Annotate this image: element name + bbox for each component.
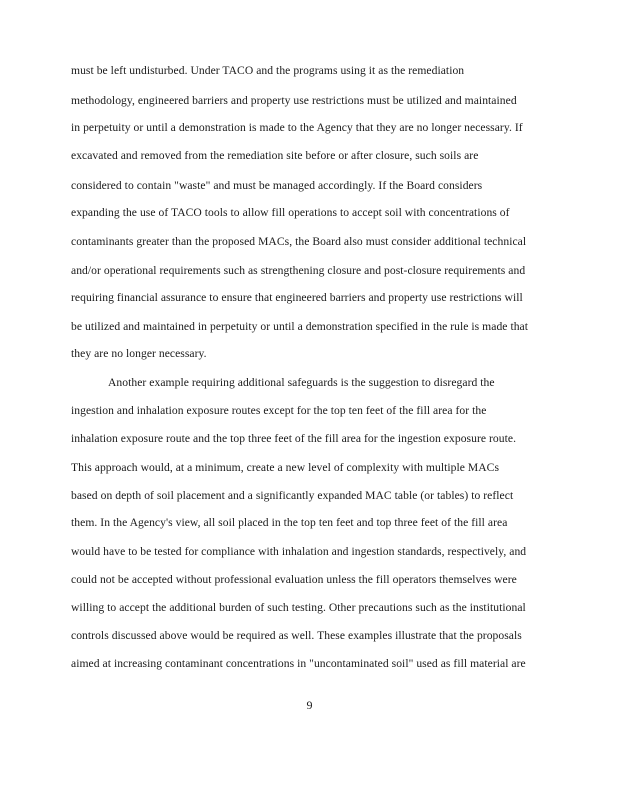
- text-line: willing to accept the additional burden of such testing. Other precautions such as the institutional: [71, 601, 526, 614]
- page-number: 9: [306, 698, 313, 712]
- text-line: inhalation exposure route and the top three feet of the fill area for the ingestion exposure route.: [71, 432, 517, 445]
- text-line: be utilized and maintained in perpetuity or until a demonstration specified in the rule is made that: [71, 320, 529, 333]
- text-line: This approach would, at a minimum, create a new level of complexity with multiple MACs: [71, 461, 500, 474]
- text-line: aimed at increasing contaminant concentrations in "uncontaminated soil" used as fill material are: [71, 657, 526, 670]
- text-line: they are no longer necessary.: [71, 347, 207, 360]
- text-line: expanding the use of TACO tools to allow fill operations to accept soil with concentrations of: [71, 206, 510, 219]
- text-line: based on depth of soil placement and a significantly expanded MAC table (or tables) to reflect: [71, 489, 514, 502]
- text-line: and/or operational requirements such as strengthening closure and post-closure requirements and: [71, 264, 526, 277]
- text-line: would have to be tested for compliance with inhalation and ingestion standards, respectively, and: [71, 545, 527, 558]
- text-line: excavated and removed from the remediation site before or after closure, such soils are: [71, 149, 479, 162]
- text-line: methodology, engineered barriers and property use restrictions must be utilized and maintained: [71, 94, 517, 107]
- text-line: controls discussed above would be required as well. These examples illustrate that the proposals: [71, 629, 522, 642]
- text-line: in perpetuity or until a demonstration is made to the Agency that they are no longer necessary. If: [71, 121, 523, 134]
- text-line: requiring financial assurance to ensure that engineered barriers and property use restrictions will: [71, 291, 523, 304]
- text-line: them. In the Agency's view, all soil placed in the top ten feet and top three feet of the fill area: [71, 516, 508, 529]
- text-line: ingestion and inhalation exposure routes except for the top ten feet of the fill area for the: [71, 404, 487, 417]
- text-line: considered to contain "waste" and must be managed accordingly. If the Board considers: [71, 179, 483, 192]
- text-line: must be left undisturbed. Under TACO and the programs using it as the remediation: [71, 64, 465, 77]
- text-line: contaminants greater than the proposed MACs, the Board also must consider additional technical: [71, 235, 527, 248]
- text-line: could not be accepted without professional evaluation unless the fill operators themselves were: [71, 573, 517, 586]
- text-line: Another example requiring additional safeguards is the suggestion to disregard the: [108, 376, 495, 389]
